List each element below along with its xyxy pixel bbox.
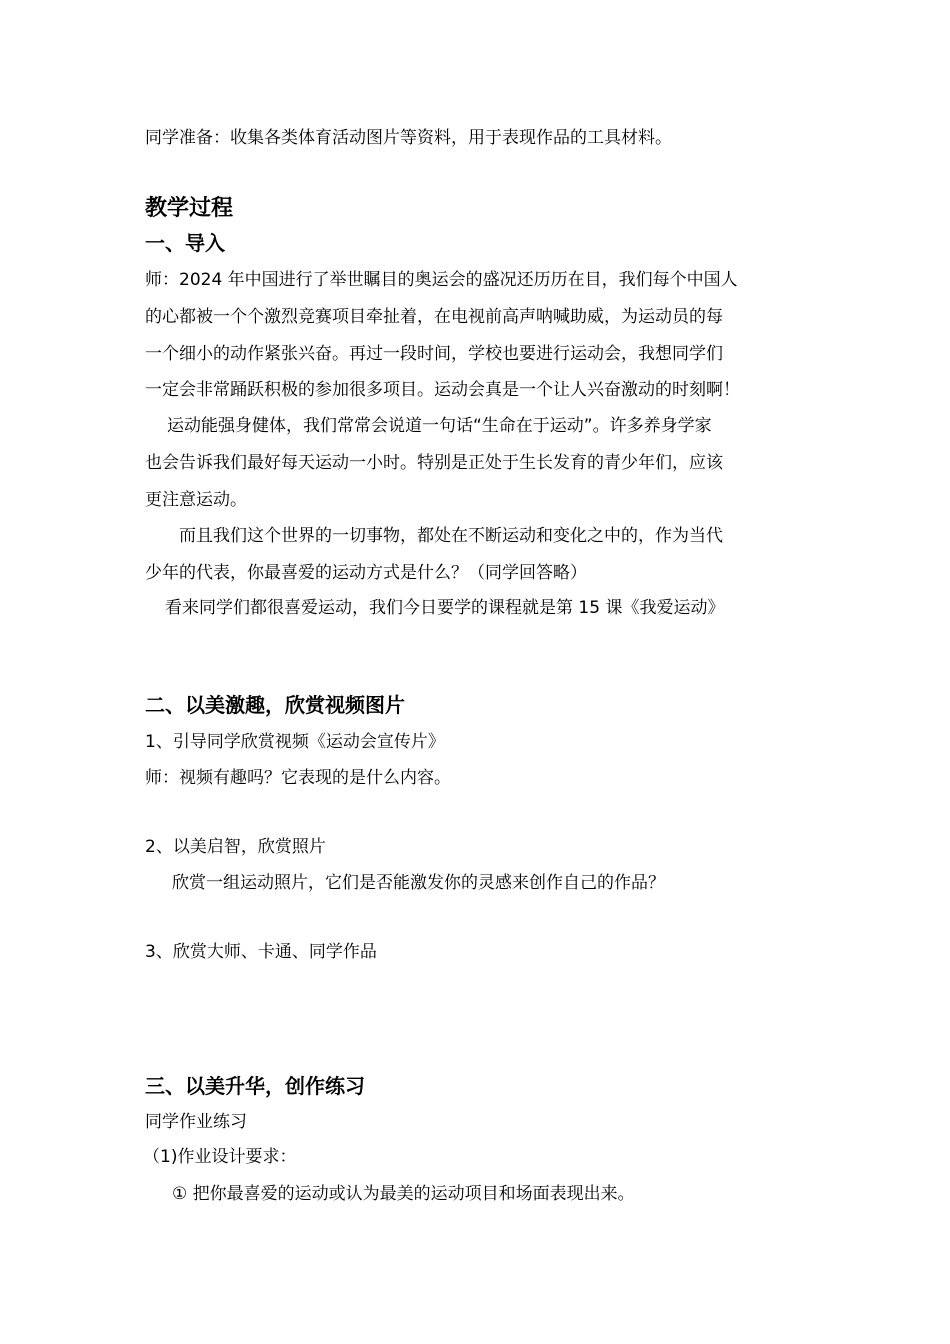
intro-paragraph-1-line-1: 师：2024 年中国进行了举世瞩目的奥运会的盛况还历历在目，我们每个中国人 xyxy=(145,270,738,290)
section-2-item-2-text: 欣赏一组运动照片，它们是否能激发你的灵感来创作自己的作品？ xyxy=(172,873,665,893)
section-2-item-1: 1、引导同学欣赏视频《运动会宣传片》 xyxy=(145,732,445,752)
section-2-item-1-teacher: 师：视频有趣吗？它表现的是什么内容。 xyxy=(145,768,451,788)
intro-paragraph-2-line-2: 也会告诉我们最好每天运动一小时。特别是正处于生长发育的青少年们，应该 xyxy=(145,453,723,473)
section-2-item-2: 2、以美启智，欣赏照片 xyxy=(145,837,326,857)
intro-paragraph-3-line-1: 而且我们这个世界的一切事物，都处在不断运动和变化之中的，作为当代 xyxy=(179,526,723,546)
intro-paragraph-3-line-2: 少年的代表，你最喜爱的运动方式是什么？（同学回答略） xyxy=(145,563,587,583)
section-3-requirement-1: ① 把你最喜爱的运动或认为最美的运动项目和场面表现出来。 xyxy=(172,1184,635,1204)
section-3-practice: 同学作业练习 xyxy=(145,1112,247,1132)
section-1-title: 一、导入 xyxy=(145,231,225,255)
section-2-title: 二、以美激趣，欣赏视频图片 xyxy=(145,693,405,717)
intro-paragraph-4: 看来同学们都很喜爱运动，我们今日要学的课程就是第 15 课《我爱运动》 xyxy=(165,598,725,618)
section-2-item-3: 3、欣赏大师、卡通、同学作品 xyxy=(145,942,377,962)
teaching-process-title: 教学过程 xyxy=(145,196,234,221)
intro-paragraph-2-line-1: 运动能强身健体，我们常常会说道一句话“生命在于运动”。许多养身学家 xyxy=(167,416,712,436)
intro-paragraph-2-line-3: 更注意运动。 xyxy=(145,490,247,510)
section-3-title: 三、以美升华，创作练习 xyxy=(145,1074,365,1098)
intro-paragraph-1-line-3: 一个细小的动作紧张兴奋。再过一段时间，学校也要进行运动会，我想同学们 xyxy=(145,344,723,364)
student-preparation-line: 同学准备：收集各类体育活动图片等资料，用于表现作品的工具材料。 xyxy=(145,128,672,148)
intro-paragraph-1-line-2: 的心都被一个个激烈竞赛项目牵扯着，在电视前高声呐喊助威，为运动员的每 xyxy=(145,307,723,327)
section-3-requirement-heading: （1)作业设计要求： xyxy=(143,1147,297,1167)
intro-paragraph-1-line-4: 一定会非常踊跃积极的参加很多项目。运动会真是一个让人兴奋激动的时刻啊！ xyxy=(145,380,740,400)
